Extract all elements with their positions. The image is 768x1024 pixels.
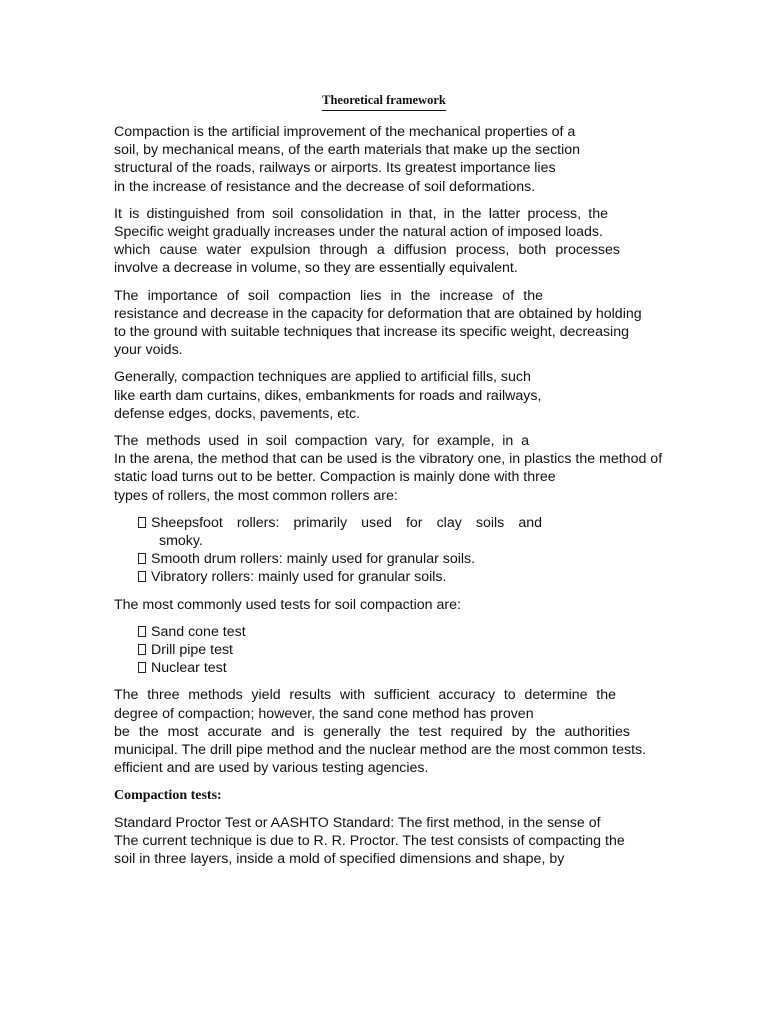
bullet-box-icon [138,571,146,582]
bullet-box-icon [138,662,146,673]
text-line: The methods used in soil compaction vary, for example, in a [114,433,529,450]
text-line: defense edges, docks, pavements, etc. [114,405,361,422]
text-line: your voids. [114,342,183,359]
list-item: Drill pipe test [114,641,694,659]
text-line: structural of the roads, railways or airports. Its greatest importance lies [114,160,556,177]
tests-list [114,623,694,678]
text-line: It is distinguished from soil consolidation in that, in the latter process, the [114,205,608,222]
text-line: resistance and decrease in the capacity for deformation that are obtained by holding [114,305,642,322]
text-line: Generally, compaction techniques are applied to artificial fills, such [114,369,531,386]
paragraph-techniques [114,368,694,423]
text-line: static load turns out to be better. Compaction is mainly done with three [114,469,556,486]
text-line: be the most accurate and is generally the test required by the authorities [114,723,630,740]
paragraph-consolidation [114,205,694,278]
text-line: involve a decrease in volume, so they are essentially equivalent. [114,260,518,277]
text-line: soil, by mechanical means, of the earth materials that make up the section [114,142,581,159]
text-line: Standard Proctor Test or AASHTO Standard: The first method, in the sense of [114,814,601,831]
text-line: The current technique is due to R. R. Proctor. The test consists of compacting the [114,832,625,849]
document-body [114,123,694,877]
text-line: efficient and are used by various testing agencies. [114,760,429,777]
list-item: Nuclear test [114,659,694,677]
bullet-box-icon [138,553,146,564]
page-title: Theoretical framework [0,93,768,111]
text-line: to the ground with suitable techniques that increase its specific weight, decreasing [114,324,629,341]
section-heading: Compaction tests: [114,787,222,803]
text-line: The three methods yield results with sufficient accuracy to determine the [114,687,616,704]
paragraph-methods [114,432,694,505]
bullet-box-icon [138,517,146,528]
text-line: The most commonly used tests for soil compaction are: [114,596,461,613]
list-item: Sheepsfoot rollers: primarily used for clay soils and smoky. [114,514,694,550]
text-line: like earth dam curtains, dikes, embankments for roads and railways, [114,387,542,404]
text-line: Compaction is the artificial improvement of the mechanical properties of a [114,124,576,140]
text-line: soil in three layers, inside a mold of specified dimensions and shape, by [114,851,565,868]
text-line: degree of compaction; however, the sand cone method has proven [114,705,534,722]
list-item: Vibratory rollers: mainly used for granular soils. [114,568,694,586]
text-line: The importance of soil compaction lies in the increase of the [114,287,543,304]
paragraph-compaction-definition [114,123,694,196]
rollers-list [114,514,694,587]
list-item: Sand cone test [114,623,694,641]
text-line: municipal. The drill pipe method and the nuclear method are the most common tests. [114,742,647,759]
text-line: in the increase of resistance and the decrease of soil deformations. [114,178,536,195]
paragraph-proctor [114,814,694,869]
text-line: In the arena, the method that can be used is the vibratory one, in plastics the method of [114,451,663,468]
bullet-box-icon [138,626,146,637]
list-item: Smooth drum rollers: mainly used for granular soils. [114,550,694,568]
paragraph-accuracy [114,686,694,777]
paragraph-importance [114,287,694,360]
bullet-box-icon [138,644,146,655]
text-line: Specific weight gradually increases under the natural action of imposed loads. [114,224,603,241]
paragraph-tests-intro [114,596,694,614]
text-line: which cause water expulsion through a diffusion process, both processes [114,242,620,259]
text-line: types of rollers, the most common rollers are: [114,487,398,504]
